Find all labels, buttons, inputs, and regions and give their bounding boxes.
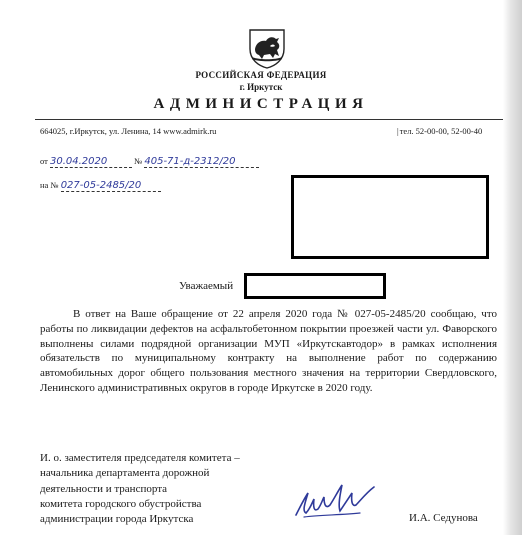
incoming-number: 027-05-2485/20 — [61, 180, 161, 192]
letterhead-divider — [35, 119, 522, 120]
redacted-addressee-block — [291, 175, 489, 259]
greeting: Уважаемый — [179, 280, 234, 292]
letterhead-phone: |тел. 52-00-00, 52-00-40 — [397, 126, 483, 136]
number-label: № — [134, 156, 143, 166]
body-paragraph: В ответ на Ваше обращение от 22 апреля 2020 года № 027-05-2485/20 сообщаю, что работы по ликвидации дефектов на асфальтобетонном покрытии проезжей части ул. Фаворского выполнены силами подрядной организации МУП «Иркутскавтодор» в рамках исполнения обязательств по муниципальному контракту на выполнение работ по содержанию автомобильных дорог общего пользования местного значения на территории Свердловского, Ленинского административных округов в городе Иркутске в 2020 году. — [40, 308, 497, 394]
handwritten-signature-icon — [290, 479, 380, 523]
signer-name: И.А. Седунова — [409, 512, 478, 524]
city-name: г. Иркутск — [239, 82, 283, 92]
signer-position-line: деятельности и транспорта — [40, 482, 168, 495]
irkutsk-coat-of-arms-icon — [246, 27, 288, 69]
outgoing-date: 30.04.2020 — [50, 156, 132, 168]
redacted-recipient-name — [244, 273, 386, 299]
signer-position-line: начальника департамента дорожной — [40, 467, 210, 480]
country-name: РОССИЙСКАЯ ФЕДЕРАЦИЯ — [195, 70, 327, 80]
letterhead-title: АДМИНИСТРАЦИЯ — [153, 96, 369, 112]
letterhead-address: 664025, г.Иркутск, ул. Ленина, 14 www.admirk.ru — [40, 126, 217, 136]
outgoing-number: 405-71-д-2312/20 — [144, 156, 259, 168]
signer-position-line: комитета городского обустройства — [40, 497, 202, 510]
outgoing-registration — [40, 156, 259, 168]
signer-position-line: администрации города Иркутска — [40, 513, 194, 526]
letter-body — [40, 307, 497, 396]
page-edge-shadow — [503, 0, 522, 535]
signer-position-line: И. о. заместителя председателя комитета – — [40, 452, 240, 464]
on-number-label: на № — [40, 180, 59, 190]
incoming-registration — [40, 180, 161, 192]
signer-position — [40, 451, 240, 527]
from-label: от — [40, 156, 48, 166]
